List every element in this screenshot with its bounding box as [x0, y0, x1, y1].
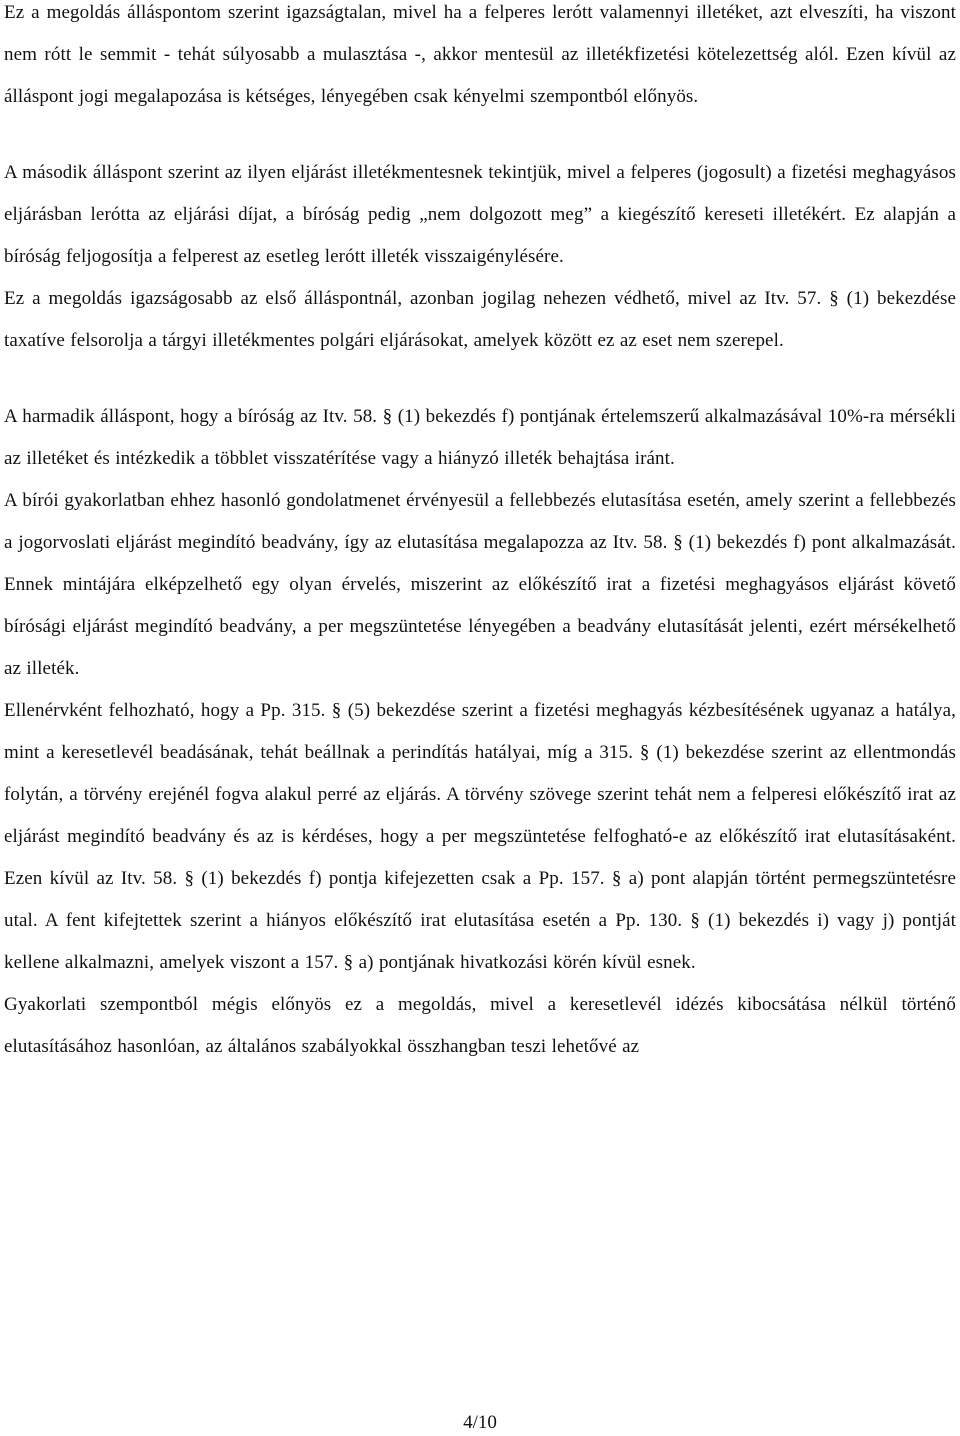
paragraph-third-opinion: A harmadik álláspont, hogy a bíróság az Itv. 58. § (1) bekezdés f) pontjának értelemszerű alkalmazásával 10%-ra mérsékli az illetéket és intézkedik a többlet visszatérítése vagy a hiányzó illeték behajtása iránt. [4, 406, 956, 469]
document-page [4, 0, 956, 1068]
paragraph-practical-advantage: Gyakorlati szempontból mégis előnyös ez a megoldás, mivel a keresetlevél idézés kibocsátása nélkül történő elutasításához hasonlóan, az általános szabályokkal összhangban teszi lehetővé az [4, 994, 956, 1057]
paragraph-judicial-practice: A bírói gyakorlatban ehhez hasonló gondolatmenet érvényesül a fellebbezés elutasítása esetén, amely szerint a fellebbezés a jogorvoslati eljárást megindító beadvány, így az elutasítása megalapozza az Itv. 58. § (1) bekezdés f) pont alkalmazását. Ennek mintájára elképzelhető egy olyan érvelés, miszerint az előkészítő irat a fizetési meghagyásos eljárást követő bírósági eljárást megindító beadvány, a per megszüntetése lényegében a beadvány elutasítását jelenti, ezért mérsékelhető az illeték. [4, 490, 956, 679]
paragraph-second-opinion-critique: Ez a megoldás igazságosabb az első álláspontnál, azonban jogilag nehezen védhető, mivel az Itv. 57. § (1) bekezdése taxatíve felsorolja a tárgyi illetékmentes polgári eljárásokat, amelyek között ez az eset nem szerepel. [4, 288, 956, 351]
page-number: 4/10 [463, 1412, 497, 1433]
paragraph-first-opinion-critique: Ez a megoldás álláspontom szerint igazságtalan, mivel ha a felperes lerótt valamennyi illetéket, azt elveszíti, ha viszont nem rótt le semmit - tehát súlyosabb a mulasztása -, akkor mentesül az illetékfizetési kötelezettség alól. Ezen kívül az álláspont jogi megalapozása is kétséges, lényegében csak kényelmi szempontból előnyös. [4, 2, 956, 107]
paragraph-second-opinion: A második álláspont szerint az ilyen eljárást illetékmentesnek tekintjük, mivel a felperes (jogosult) a fizetési meghagyásos eljárásban lerótta az eljárási díjat, a bíróság pedig „nem dolgozott meg” a kiegészítő kereseti illetékért. Ez alapján a bíróság feljogosítja a felperest az esetleg lerótt illeték visszaigénylésére. [4, 162, 956, 267]
paragraph-counterargument: Ellenérvként felhozható, hogy a Pp. 315. § (5) bekezdése szerint a fizetési meghagyás kézbesítésének ugyanaz a hatálya, mint a keresetlevél beadásának, tehát beállnak a perindítás hatályai, míg a 315. § (1) bekezdése szerint az ellentmondás folytán, a törvény erejénél fogva alakul perré az eljárás. A törvény szövege szerint tehát nem a felperesi előkészítő irat az eljárást megindító beadvány és az is kérdéses, hogy a per megszüntetése felfogható-e az előkészítő irat elutasításaként. Ezen kívül az Itv. 58. § (1) bekezdés f) pontja kifejezetten csak a Pp. 157. § a) pont alapján történt permegszüntetésre utal. A fent kifejtettek szerint a hiányos előkészítő irat elutasítása esetén a Pp. 130. § (1) bekezdés i) vagy j) pontját kellene alkalmazni, amelyek viszont a 157. § a) pontjának hivatkozási körén kívül esnek. [4, 700, 956, 973]
